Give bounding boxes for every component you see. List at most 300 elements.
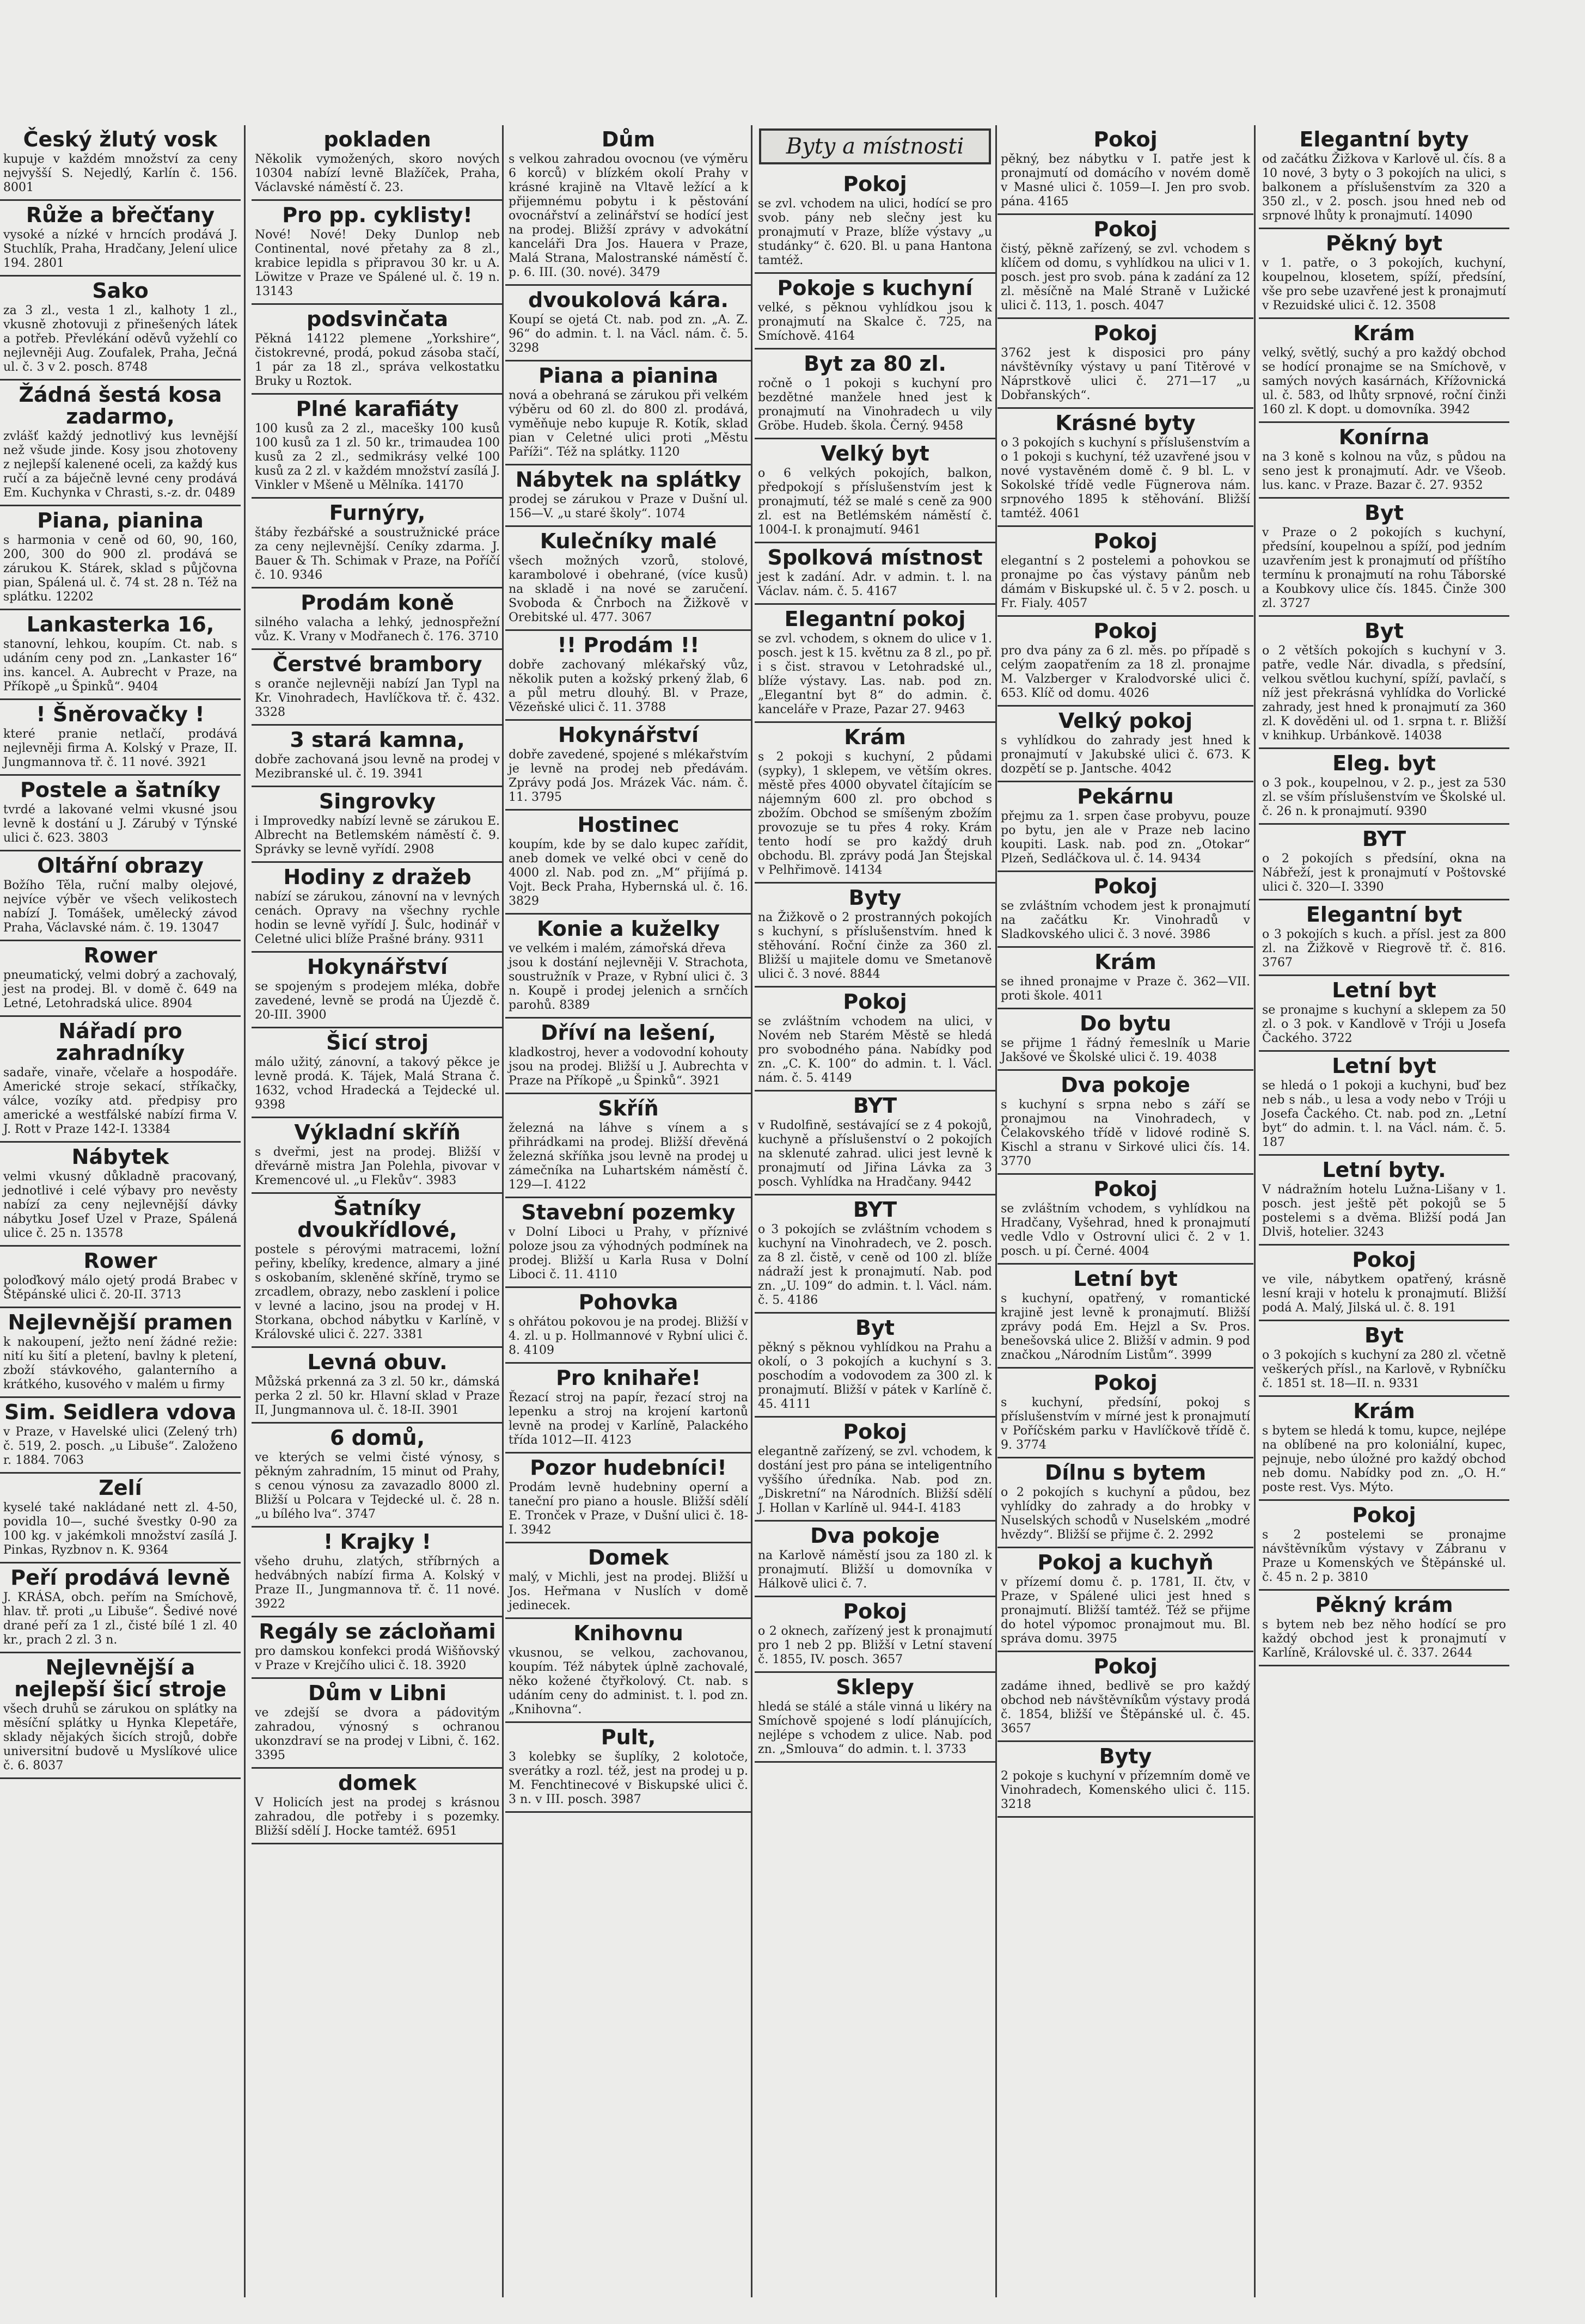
- classified-ad: [505, 721, 751, 811]
- classified-ad: [1259, 423, 1509, 499]
- classified-ad: [997, 1009, 1253, 1071]
- classified-ad: [505, 1198, 751, 1288]
- ad-body: koupím, kde by se dalo kupec zařídit, aneb domek ve velké obci v ceně do 4000 zl. Nab. pod zn. „M“ přijímá p. Vojt. Beck Praha, Hybernská ul. č. 16. 3829: [509, 838, 748, 908]
- classified-ad: [0, 125, 241, 201]
- ad-body: přejmu za 1. srpen čase probyvu, pouze po bytu, jen ale v Praze neb lacino koupiti. Lask. nab. pod zn. „Otokar“ Plzeň, Sedláčkova ul. č. 14. 9434: [1001, 810, 1250, 866]
- ad-headline: Byty: [848, 886, 902, 910]
- classified-ad: [505, 915, 751, 1019]
- ad-body: ve zdejší se dvora a pádovitým zahradou, výnosný s ochranou ukonzdraví se na prodej v Libni, č. 162. 3395: [255, 1706, 500, 1762]
- classified-ad: [997, 707, 1253, 782]
- classified-ad: [1259, 825, 1509, 900]
- classified-ad: [997, 1071, 1253, 1175]
- classified-ad: [252, 1194, 503, 1348]
- ad-headline: Dva pokoje: [810, 1524, 940, 1548]
- ad-headline: Nábytek: [71, 1145, 169, 1169]
- ad-body: se zvláštním vchodem, s vyhlídkou na Hradčany, Vyšehrad, hned k pronajmutí vedle Vdlo v Ostrovní ulici č. 2 v 1. posch. u pí. Černé. 4004: [1001, 1202, 1250, 1258]
- ad-headline: Pokoj: [843, 990, 907, 1014]
- ad-headline: Pokoj: [1093, 127, 1158, 151]
- ad-headline: Žádná šestá kosa zadarmo,: [19, 383, 222, 428]
- classified-ad: [505, 1364, 751, 1454]
- ad-headline: Pokoj: [843, 1599, 907, 1623]
- ad-body: všech druhů se zárukou on splátky na měsíční splátky u Hynka Klepetáře, sklady nějakých šicích strojů, dobře universitní budově u Myslíkové ulice č. 6. 8037: [3, 1702, 237, 1773]
- classified-ad: [997, 409, 1253, 527]
- ad-body: Řezací stroj na papír, řezací stroj na lepenku a stroj na krojení kartonů levně na prodej v Karlíně, Palackého třída 1012—II. 4123: [509, 1391, 748, 1447]
- ad-body: velmi vkusný důkladně pracovaný, jednotlivé i celé výbavy pro nevěsty nabízí za ceny nejlevnější dávky nábytku Josef Uzel v Praze, Spálená ulice č. 25 n. 13578: [3, 1170, 237, 1240]
- classified-ad: [997, 782, 1253, 872]
- ad-body: nabízí se zárukou, zánovní na v levných cenách. Opravy na všechny rychle hodin se levně vyřídí J. Šulc, hodinář v Celetné ulici blíže Prašné brány. 9311: [255, 890, 500, 946]
- classified-ad: [1259, 229, 1509, 319]
- ad-headline: Pokoj: [1093, 529, 1158, 553]
- ad-body: malý, v Michli, jest na prodej. Bližší u Jos. Heřmana v Nuslích v domě jedinecek.: [509, 1571, 748, 1612]
- ad-body: o 2 pokojích s kuchyní a půdou, bez vyhlídky do zahrady a do hrobky v Nuselských schodů v Nuselském „modré hvězdy“. Bližší se přijme č. 2. 2992: [1001, 1486, 1250, 1542]
- classified-ad: [997, 617, 1253, 707]
- ad-headline: ! Šněrovačky !: [36, 702, 205, 726]
- ad-headline: Pro knihaře!: [556, 1366, 701, 1390]
- ad-headline: Nábytek na splátky: [515, 468, 742, 492]
- classified-ad: [1259, 617, 1509, 749]
- classified-ad: [755, 274, 995, 349]
- ad-headline: Byt: [855, 1316, 895, 1340]
- ad-headline: Šatníky dvoukřídlové,: [297, 1196, 457, 1242]
- ad-body: s oranče nejlevněji nabízí Jan Typl na Kr. Vinohradech, Havlíčkova tř. č. 432. 3328: [255, 677, 500, 719]
- classified-ad: [997, 1369, 1253, 1458]
- ad-body: o 3 pokojích s kuchyní s příslušenstvím a o 1 pokoji s kuchyní, též uzavřené jsou v nové vystavěném domě č. 9 bl. L. v Sokolské třídě vedle Fügnerova nám. srpnového 1895 k stěhování. Bližší tamtéž. 4061: [1001, 436, 1250, 520]
- classified-ad: [755, 1195, 995, 1314]
- ad-headline: Byt: [1364, 1323, 1404, 1347]
- classified-ad: [755, 1092, 995, 1195]
- ad-body: kladkostroj, hever a vodovodní kohouty jsou na prodej. Bližší u J. Aubrechta v Praze na Příkopě „u Špinků“. 3921: [509, 1046, 748, 1088]
- ad-body: s kuchyní s srpna nebo s září se pronajmou na Vinohradech, v Čelakovského třídě v lidové rodině S. Kischl a stranu v Sirkové ulici čís. 14. 3770: [1001, 1098, 1250, 1168]
- ad-headline: Prodám koně: [301, 591, 454, 615]
- ad-headline: Dříví na lešení,: [541, 1021, 716, 1045]
- classified-ad: [505, 465, 751, 527]
- ad-body: v přízemí domu č. p. 1781, II. čtv, v Praze, v Spálené ulici jest hned s pronajmutí. Bližší tamtéž. Též se přijme do hotel výpomoc pronajmout mu. Bl. správa domu. 3975: [1001, 1575, 1250, 1646]
- ad-body: o 3 pokojích s kuchyní za 280 zl. včetně veškerých přísl., na Karlově, v Rybníčku č. 1851 st. 18—II. n. 9331: [1262, 1348, 1506, 1390]
- ad-body: vysoké a nízké v hrncích prodává J. Stuchlík, Praha, Hradčany, Jelení ulice 194. 2801: [3, 228, 237, 270]
- ad-body: o 3 pokojích s kuch. a přísl. jest za 800 zl. na Žižkově v Riegrově tř. č. 816. 3767: [1262, 928, 1506, 970]
- column-4: [755, 125, 995, 2297]
- ad-body: 100 kusů za 2 zl., macešky 100 kusů 100 kusů za 1 zl. 50 kr., trimaudea 100 kusů za 2 zl., sedmikrásy velké 100 kusů za 2 zl. v každém množství zasílá J. Vinkler v Mšeně u Mělníka. 14170: [255, 422, 500, 492]
- classified-ad: [997, 215, 1253, 319]
- ad-headline: Šicí stroj: [326, 1031, 429, 1054]
- classified-ad: [1259, 900, 1509, 976]
- ad-body: které pranie netlačí, prodává nejlevněji firma A. Kolský v Praze, II. Jungmannova tř. č. 11 nové. 3921: [3, 727, 237, 769]
- classified-ad: [1259, 976, 1509, 1052]
- ad-headline: Piana a pianina: [538, 364, 718, 388]
- ad-headline: Pult,: [601, 1725, 656, 1749]
- classified-ad: [505, 1543, 751, 1619]
- column-rule: [1254, 125, 1256, 2297]
- ad-headline: Nářadí pro zahradníky: [56, 1019, 185, 1065]
- classified-ad: [1259, 125, 1509, 229]
- classified-ad: [252, 201, 503, 305]
- section-banner: Byty a místnosti: [759, 128, 991, 164]
- ad-headline: Pokoj: [843, 1420, 907, 1444]
- ad-headline: Regály se zácloňami: [259, 1620, 496, 1644]
- classified-ad: [252, 1118, 503, 1194]
- ad-body: V Holicích jest na prodej s krásnou zahradou, dle potřeby i s pozemky. Bližší sdělí J. Hocke tamtéž. 6951: [255, 1796, 500, 1838]
- ad-body: pneumatický, velmi dobrý a zachovalý, jest na prodej. Bl. v domě č. 649 na Letné, Letohradská ulice. 8904: [3, 968, 237, 1010]
- ad-headline: ! Krajky !: [323, 1530, 431, 1554]
- ad-headline: Hostinec: [577, 813, 680, 837]
- classified-ad: [0, 381, 241, 506]
- classified-ad: [755, 723, 995, 884]
- ad-headline: Pokoj: [1093, 321, 1158, 345]
- ad-body: V nádražním hotelu Lužna-Lišany v 1. posch. jest ještě pět pokojů se 5 postelemi s a dvěma. Bližší podá Jan Dlviš, hotelier. 3243: [1262, 1183, 1506, 1239]
- ad-headline: Pohovka: [578, 1290, 678, 1314]
- classified-ad: [1259, 1246, 1509, 1321]
- ad-headline: Hokynářství: [307, 955, 448, 979]
- classified-ad: [1259, 499, 1509, 617]
- ad-body: jest k zadání. Adr. v admin. t. l. na Václav. nám. č. 5. 4167: [758, 571, 992, 598]
- ad-body: se přijme 1 řádný řemeslník u Marie Jakšové ve Školské ulici č. 19. 4038: [1001, 1037, 1250, 1064]
- ad-body: 3762 jest k disposici pro pány návštěvníky výstavy u paní Titěrové v Náprstkově ulici č. 271—17 „u Dobřanských“.: [1001, 346, 1250, 402]
- ad-body: postele s pérovými matracemi, ložní peřiny, kbelíky, kredence, almary a jiné s oskobaním, skleněné skříně, trymo se zrcadlem, obrazy, nebo zasklení i police v levné a lacino, jsou na prodej v H. Storkana, obchod nábytku v Karlíně, v Královské ulici č. 227. 3381: [255, 1243, 500, 1341]
- ad-headline: Výkladní skříň: [294, 1120, 461, 1144]
- ad-body: na 3 koně s kolnou na vůz, s půdou na seno jest k pronajmutí. Adr. ve Všeob. lus. kanc. v Praze. Bazar č. 27. 9352: [1262, 450, 1506, 492]
- classified-ad: [252, 499, 503, 588]
- ad-headline: Rower: [83, 943, 157, 967]
- classified-ad: [252, 787, 503, 863]
- ad-headline: Pokoj: [843, 172, 907, 196]
- classified-ad: [755, 884, 995, 988]
- ad-body: se pronajme s kuchyní a sklepem za 50 zl. o 3 pok. v Kandlově v Tróji u Josefa Čackého. 3722: [1262, 1003, 1506, 1045]
- ad-headline: Do bytu: [1079, 1011, 1172, 1035]
- classified-ad: [1259, 749, 1509, 825]
- classified-ad: [505, 361, 751, 465]
- classified-ad: [755, 1418, 995, 1522]
- classified-ad: [997, 319, 1253, 409]
- ad-body: hledá se stálé a stále vinná u likéry na Smíchově spojené s lodí plánujících, nejlépe s vchodem z ulice. Nab. pod zn. „Smlouva“ do admin. t. l. 3733: [758, 1700, 992, 1756]
- ad-headline: Byt: [1364, 619, 1404, 643]
- ad-headline: podsvinčata: [307, 307, 448, 331]
- ad-body: s velkou zahradou ovocnou (ve výměru 6 korců) v blízkém okolí Prahy v krásné krajině na Vltavě ležící a k přijemnému pobytu i k pěstování ovocnářství a zelinářství se hodící jest na prodej. Bližší zprávy v advokátní kanceláři Dra Jos. Hauera v Praze, Malá Strana, Malostranské náměstí č. p. 6. III. (30. nové). 3479: [509, 152, 748, 279]
- ad-headline: 6 domů,: [329, 1426, 425, 1450]
- ad-headline: Domek: [588, 1546, 669, 1569]
- classified-ad: [1259, 1052, 1509, 1156]
- classified-ad: [252, 1769, 503, 1844]
- ad-headline: Pěkný byt: [1325, 231, 1443, 255]
- ad-headline: Byty: [1099, 1744, 1152, 1768]
- ad-headline: Velký pokoj: [1058, 709, 1193, 733]
- ad-headline: Dům: [601, 127, 656, 151]
- classified-ad: [755, 1314, 995, 1418]
- ad-headline: BYT: [1362, 827, 1406, 851]
- ad-body: v 1. patře, o 3 pokojích, kuchyní, koupelnou, klosetem, spíží, předsíní, vše pro sebe uzavřené jest k pronajmutí v Rezuidské ulici č. 12. 3508: [1262, 256, 1506, 312]
- classified-ad: [755, 170, 995, 274]
- ad-headline: Pokoj: [1093, 1371, 1158, 1395]
- classified-ad: [0, 1398, 241, 1474]
- ad-headline: Sako: [92, 279, 149, 303]
- classified-ad: [505, 527, 751, 631]
- ad-headline: Oltářní obrazy: [37, 854, 204, 878]
- classified-ad: [0, 610, 241, 700]
- ad-body: železná na láhve s vínem a s přihrádkami na prodej. Bližší dřevěná železná skříňka jsou levně na prodej u zámečníka na Luhartském náměstí č. 129—I. 4122: [509, 1121, 748, 1192]
- ad-headline: !! Prodám !!: [557, 633, 700, 657]
- classified-ad: [997, 1175, 1253, 1265]
- ad-headline: Sklepy: [836, 1675, 914, 1699]
- ad-headline: Pokoje s kuchyní: [777, 276, 973, 300]
- ad-body: dobře zavedené, spojené s mlékařstvím je levně na prodej neb předávám. Zprávy podá Jos. Mrázek Vác. nám. č. 11. 3795: [509, 748, 748, 804]
- ad-body: o 2 oknech, zařízený jest k pronajmutí pro 1 neb 2 pp. Bližší v Letní stavení č. 1855, IV. posch. 3657: [758, 1624, 992, 1666]
- ad-body: vkusnou, se velkou, zachovanou, koupím. Též nábytek úplně zachovalé, něko kožené čtyřkolový. Ct. nab. s udáním ceny do administ. t. l. pod zn. „Knihovna“.: [509, 1646, 748, 1716]
- classified-ad: [997, 948, 1253, 1009]
- ad-body: o 2 pokojích s předsíní, okna na Nábřeží, jest k pronajmutí v Poštovské ulici č. 320—I. 3390: [1262, 852, 1506, 894]
- ad-body: s 2 postelemi se pronajme návštěvníkům výstavy v Zábranu v Praze u Komenských ve Štěpánské ul. č. 45 n. 2 p. 3810: [1262, 1528, 1506, 1584]
- ad-body: silného valacha a lehký, jednospřežní vůz. K. Vrany v Modřanech č. 176. 3710: [255, 616, 500, 643]
- ad-headline: Pokoj: [1352, 1248, 1416, 1272]
- classified-ad: [505, 1454, 751, 1543]
- classified-ad: [0, 1143, 241, 1247]
- ad-headline: Dva pokoje: [1061, 1073, 1190, 1097]
- column-6: [1259, 125, 1509, 2297]
- column-1: [0, 125, 241, 2297]
- classified-ad: [252, 125, 503, 201]
- ad-headline: Konie a kuželky: [536, 917, 720, 941]
- ad-headline: Pokoj: [1352, 1503, 1416, 1527]
- column-3: [505, 125, 751, 2297]
- ad-headline: domek: [338, 1771, 417, 1795]
- ad-body: J. KRÁSA, obch. peřím na Smíchově, hlav. tř. proti „u Libuše“. Šedivé nové drané peří za 1 zl., čisté bílé 1 zl. 40 kr., prach 2 zl. 3 n.: [3, 1591, 237, 1647]
- classified-ad: [1259, 1591, 1509, 1666]
- ad-headline: Knihovnu: [573, 1621, 683, 1645]
- ad-headline: pokladen: [323, 127, 431, 151]
- ad-headline: BYT: [853, 1094, 897, 1118]
- classified-ad: [252, 1028, 503, 1118]
- ad-body: všech možných vzorů, stolové, karambolové i obehrané, (více kusů) na skladě i na nové se zaručení. Svoboda & Čnrboch na Žižkově v Orebitské ul. 477. 3067: [509, 554, 748, 624]
- ad-body: s dveřmi, jest na prodej. Bližší v dřevárně mistra Jan Polehla, pivovar v Kremencové ul. „u Flekův“. 3983: [255, 1145, 500, 1187]
- ad-body: o 3 pok., koupelnou, v 2. p., jest za 530 zl. se vším příslušenstvím ve Školské ul. č. 26 n. k pronajmutí. 9390: [1262, 776, 1506, 818]
- ad-body: na Žižkově o 2 prostranných pokojích s kuchyní, s příslušenstvím. hned k stěhování. Roční činže za 360 zl. Bližší u majitele domu ve Smetanově ulici č. 3 nové. 8844: [758, 911, 992, 981]
- ad-body: k nakoupení, ježto není žádné režie: nití ku šití a pletení, bavlny k pletení, zboží stávkového, galanterního a krátkého, kusového v malém u firmy: [3, 1335, 237, 1391]
- ad-body: tvrdé a lakované velmi vkusné jsou levně k dostání u J. Zárubý v Týnské ulici č. 623. 3803: [3, 803, 237, 845]
- ad-body: s vyhlídkou do zahrady jest hned k pronajmutí v Jakubské ulici č. 673. K dozpětí se p. Jantsche. 4042: [1001, 734, 1250, 776]
- classified-ad: [1259, 1397, 1509, 1501]
- ad-body: pěkný s pěknou vyhlídkou na Prahu a okolí, o 3 pokojích a kuchyní s 3. poschodím a vodovodem za 300 zl. k pronajmutí. Bližší v pátek v Karlíně č. 45. 4111: [758, 1341, 992, 1411]
- classified-ad: [505, 1619, 751, 1723]
- classified-ad: [252, 726, 503, 787]
- ad-body: Koupí se ojetá Ct. nab. pod zn. „A. Z. 96“ do admin. t. l. na Václ. nám. č. 5. 3298: [509, 313, 748, 355]
- ad-headline: Skříň: [598, 1096, 659, 1120]
- ad-body: s bytem neb bez něho hodící se pro každý obchod jest k pronajmutí v Karlíně, Královské ul. č. 337. 2644: [1262, 1618, 1506, 1660]
- ad-body: Nové! Nové! Deky Dunlop neb Continental, nové přetahy za 8 zl., krabice lepidla s připravou 30 kr. u A. Löwitze v Praze ve Spálené ul. č. 19 n. 13143: [255, 228, 500, 298]
- classified-ad: [505, 1094, 751, 1198]
- ad-headline: Růže a břečťany: [26, 203, 215, 227]
- ad-body: se zvláštním vchodem na ulici, v Novém neb Starém Městě se hledá pro svobodného pána. Nabídky pod zn. „C. K. 100“ do admin. t. l. Václ. nám. č. 5. 4149: [758, 1015, 992, 1085]
- ad-headline: 3 stará kamna,: [290, 728, 465, 752]
- ad-headline: Pro pp. cyklisty!: [282, 203, 473, 227]
- ad-body: velké, s pěknou vyhlídkou jsou k pronajmutí na Skalce č. 725, na Smíchově. 4164: [758, 301, 992, 343]
- ad-headline: Pokoj: [1093, 619, 1158, 643]
- ad-headline: Dílnu s bytem: [1044, 1461, 1207, 1485]
- ad-body: pěkný, bez nábytku v I. patře jest k pronajmutí od domácího v novém domě v Masné ulici č. 1059—I. Jen pro svob. pána. 4165: [1001, 152, 1250, 209]
- column-rule: [995, 125, 997, 2297]
- classified-ad: [755, 439, 995, 543]
- ad-body: zadáme ihned, bedlivě se pro každý obchod neb návštěvníkům výstavy prodá č. 1854, bližší ve Štěpánské ul. č. 45. 3657: [1001, 1679, 1250, 1736]
- classified-ad: [505, 1019, 751, 1094]
- ad-headline: Sim. Seidlera vdova: [4, 1400, 236, 1424]
- ad-headline: Pokoj: [1093, 1177, 1158, 1201]
- ad-headline: Stavební pozemky: [521, 1200, 736, 1224]
- ad-body: kyselé také nakládané nett zl. 4-50, povidla 10—, suché švestky 0-90 za 100 kg. v jakémkoli množství zasílá J. Pinkas, Ryzbnov n. K. 9364: [3, 1501, 237, 1557]
- classified-ad: [1259, 1321, 1509, 1397]
- classified-ad: [755, 988, 995, 1092]
- ad-body: o 2 větších pokojích s kuchyní v 3. patře, vedle Nár. divadla, s předsíní, velkou světlou kuchyní, spíží, pavlačí, s níž jest překrásná vyhlídka do Vorlické zahrady, jest hned k pronajmutí za 360 zl. K dověděni ul. od 1. srpna t. r. Bližší v knihkup. Urbánkově. 14038: [1262, 644, 1506, 743]
- ad-body: velký, světlý, suchý a pro každý obchod se hodící pronajme se na Smíchově, v samých nových kasárnách, Křížovnická ul. č. 583, od lhůty srpnové, roční činži 160 zl. K dopt. u domovníka. 3942: [1262, 346, 1506, 416]
- ad-body: elegantně zařízený, se zvl. vchodem, k dostání jest pro pána se inteligentního vyššího úředníka. Nab. pod zn. „Diskretní“ na Národních. Bližší sdělí J. Hollan v Karlíně ul. 944-I. 4183: [758, 1445, 992, 1515]
- classified-ad: [0, 941, 241, 1017]
- ad-body: málo užitý, zánovní, a takový pěkce je levně prodá. K. Tájek, Malá Strana č. 1632, vchod Hradecká a Tejdecké ul. 9398: [255, 1056, 500, 1112]
- ad-headline: Postele a šatníky: [20, 778, 221, 802]
- classified-ad: [0, 1653, 241, 1779]
- ad-body: ve velkém i malém, zámořská dřeva: [509, 942, 726, 955]
- classified-ad: [0, 1474, 241, 1563]
- classified-ad: [997, 1458, 1253, 1548]
- ad-body: za 3 zl., vesta 1 zl., kalhoty 1 zl., vkusně zhotovuji z přinešených látek a potřeb. Převlékání oděvů vyžehlí co nejlevněji Aug. Zoufalek, Praha, Ječná ul. č. 3 v 2. posch. 8748: [3, 304, 237, 374]
- ad-headline: Pozor hudebníci!: [530, 1456, 727, 1480]
- classified-ad: [0, 277, 241, 381]
- ad-body: poloďkový málo ojetý prodá Brabec v Štěpánské ulici č. 20-II. 3713: [3, 1274, 237, 1302]
- classified-ad: [252, 1348, 503, 1424]
- ad-body: s 2 pokoji s kuchyní, 2 půdami (sypky), 1 sklepem, ve větším okres. městě přes 4000 obyvatel čítajícím se nájemným 600 zl. pro obchod s zbožím. Obchod se smíšeným zbožím provozuje se tu přes 4 roky. Krám tento hodí se pro každý druh obchodu. Bl. zprávy podá Jan Štejskal v Pelhřimově. 14134: [758, 750, 992, 877]
- ad-headline: Eleg. byt: [1332, 751, 1436, 775]
- ad-body: se spojeným s prodejem mléka, dobře zavedené, levně se prodá na Újezdě č. 20-III. 3900: [255, 980, 500, 1022]
- ad-body: Božího Těla, ruční malby olejové, nejvíce výběr ve všech velikostech nabízí J. Tomášek, umělecký závod Praha, Václavské nám. č. 19. 13047: [3, 879, 237, 935]
- ad-body: na Karlově náměstí jsou za 180 zl. k pronajmutí. Bližší u domovníka v Hálkově ulici č. 7.: [758, 1549, 992, 1591]
- ad-body: Několik vymožených, skoro nových 10304 nabízí levně Blažíček, Praha, Václavské náměstí č. 23.: [255, 152, 500, 194]
- ad-headline: Letní byt: [1073, 1267, 1178, 1291]
- classified-ad: [997, 527, 1253, 617]
- ad-body: o 3 pokojích se zvláštním vchodem s kuchyní na Vinohradech, ve 2. posch. za 8 zl. čistě, v ceně od 100 zl. blíže nádraží jest k pronajmutí. Nab. pod zn. „U. 109“ do admin. t. l. Václ. nám. č. 5. 4186: [758, 1223, 992, 1307]
- ad-headline: Piana, pianina: [37, 508, 204, 532]
- ad-headline: Rower: [83, 1249, 157, 1273]
- classified-ad: [0, 1017, 241, 1143]
- ad-body: jsou k dostání nejlevněji V. Strachota, soustružník v Praze, v Rybní ulici č. 3 n. Koupě i prodej jelenich a srnčích parohů. 8389: [509, 956, 748, 1012]
- ad-headline: Elegantní byty: [1299, 127, 1469, 151]
- ad-headline: Pokoj: [1093, 874, 1158, 898]
- ad-body: v Praze o 2 pokojích s kuchyní, předsíní, koupelnou a spíží, pod jedním uzavřením jest k pronajmutí od příštího termínu k pronajmutí na rohu Táborské a Koubkovy ulice čís. 1845. Činže 300 zl. 3727: [1262, 526, 1506, 610]
- ad-body: zvlášť každý jednotlivý kus levnější než všude jinde. Kosy jsou zhotoveny z nejlepší kalenené oceli, za každý kus ručí a za báječně levné ceny prodává Em. Kuchynka v Chrasti, s.-z. dr. 0489: [3, 430, 237, 500]
- ad-headline: Kulečníky malé: [540, 529, 717, 553]
- ad-headline: Byt: [1364, 501, 1404, 525]
- classified-ad: [252, 395, 503, 499]
- ad-body: ve kterých se velmi čisté výnosy, s pěkným zahradním, 15 minut od Prahy, s cenou výnosu za zavazadlo 8000 zl. Bližší u Polcara v Tejdecké ul. č. 28 n. „u bílého lva“. 3747: [255, 1451, 500, 1521]
- classified-ad: [0, 506, 241, 610]
- classified-ad: [252, 953, 503, 1028]
- ad-body: se zvl. vchodem, s oknem do ulice v 1. posch. jest k 15. květnu za 8 zl., po př. i s čist. stravou v Letohradské ul., blíže výstavy. Las. nab. pod zn. „Elegantní byt 8“ do admin. č. kanceláře v Praze, Pazar 27. 9463: [758, 632, 992, 716]
- classified-ad: [755, 349, 995, 439]
- ad-body: ve vile, nábytkem opatřený, krásně lesní kraji v hotelu k pronajmutí. Bližší podá A. Malý, Jilská ul. č. 8. 191: [1262, 1273, 1506, 1315]
- ad-headline: Byt za 80 zl.: [804, 352, 946, 376]
- ad-body: nová a obehraná se zárukou při velkém výběru od 60 zl. do 800 zl. prodává, vyměňuje nebo kupuje R. Kotík, sklad pian v Celetné ulici proti „Městu Paříži“. Též na splátky. 1120: [509, 389, 748, 459]
- classified-ad: [1259, 1156, 1509, 1246]
- column-rule: [244, 125, 246, 2297]
- classified-ad: [252, 1679, 503, 1769]
- ad-body: pro dva pány za 6 zl. měs. po případě s celým zaopatřením za 18 zl. pronajme M. Valzberger v Kralodvorské ulici č. 653. Klíč od domu. 4026: [1001, 644, 1250, 700]
- classified-ad: [252, 863, 503, 953]
- classified-ad: [505, 811, 751, 915]
- classified-ad: [505, 631, 751, 721]
- ad-body: elegantní s 2 postelemi a pohovkou se pronajme po čas výstavy pánům neb dámám v Biskupské ul. č. 5 v 2. posch. u Fr. Fialy. 4057: [1001, 554, 1250, 610]
- ad-body: s kuchyní, opatřený, v romantické krajině jest levně k pronajmutí. Bližší zprávy podá Em. Hejzl a Sv. Pros. benešovská ulice 2. Bližší v admin. 9 pod značkou „Národním Listům“. 3999: [1001, 1292, 1250, 1362]
- ad-headline: Pokoj a kuchyň: [1037, 1550, 1214, 1574]
- ad-body: se zvláštním vchodem jest k pronajmutí na začátku Kr. Vinohradů v Sladkovského ulici č. 3 nové. 3986: [1001, 899, 1250, 941]
- ad-body: s kuchyní, předsíní, pokoj s příslušenstvím v mírné jest k pronajmutí v Poříčském parku v Havlíčkově třídě č. 9. 3774: [1001, 1396, 1250, 1452]
- ad-headline: Singrovky: [319, 789, 436, 813]
- ad-body: i Improvedky nabízí levně se zárukou E. Albrecht na Betlemském náměstí č. 9. Správky se levně vyřídí. 2908: [255, 814, 500, 856]
- ad-headline: Zelí: [99, 1476, 142, 1500]
- ad-body: od začátku Žižkova v Karlově ul. čís. 8 a 10 nové, 3 byty o 3 pokojích na ulici, s balkonem a příslušenstvím za 320 a 350 zl., v 2. posch. jsou hned neb od srpnové lhůty k pronajmutí. 14090: [1262, 152, 1506, 223]
- ad-body: Pěkná 14122 plemene „Yorkshire“, čistokrevné, prodá, pokud zásoba stačí, 1 pár za 18 zl., správa velkostatku Bruky u Roztok.: [255, 332, 500, 388]
- ad-body: se hledá o 1 pokoji a kuchyni, buď bez neb s náb., u lesa a vody nebo v Tróji u Josefa Čackého. Ct. nab. pod zn. „Letní byt“ do admin. t. l. na Václ. nám. č. 5. 187: [1262, 1079, 1506, 1149]
- ad-headline: Čerstvé brambory: [272, 652, 482, 676]
- ad-headline: Nejlevnější pramen: [8, 1310, 233, 1334]
- ad-body: se zvl. vchodem na ulici, hodící se pro svob. pány neb slečny jest ku pronajmutí v Praze, blíže výstavy „u studánky“ č. 620. Bl. u pana Hantona tamtéž.: [758, 197, 992, 267]
- classified-ad: [505, 1723, 751, 1813]
- classified-ad: [1259, 1501, 1509, 1591]
- ad-headline: Konírna: [1338, 425, 1430, 449]
- ad-headline: Nejlevnější a nejlepší šicí stroje: [14, 1655, 227, 1701]
- ad-body: Prodám levně hudebniny operní a taneční pro piano a housle. Bližší sdělí E. Tronček v Praze, v Dušní ulici č. 18-I. 3942: [509, 1481, 748, 1537]
- ad-headline: Velký byt: [821, 442, 929, 465]
- ad-body: v Praze, v Havelské ulici (Zelený trh) č. 519, 2. posch. „u Libuše“. Založeno r. 1884. 7063: [3, 1425, 237, 1467]
- column-5: [997, 125, 1253, 2297]
- classified-ad: [505, 125, 751, 286]
- ad-headline: Lankasterka 16,: [26, 612, 215, 636]
- classified-ad: [997, 1742, 1253, 1818]
- classified-ad: [0, 851, 241, 941]
- ad-headline: Pokoj: [1093, 217, 1158, 241]
- classified-ad: [252, 650, 503, 726]
- ad-headline: Letní byty.: [1322, 1158, 1446, 1182]
- ad-headline: Peří prodává levně: [10, 1566, 230, 1590]
- classified-ad: [1259, 319, 1509, 423]
- ad-headline: Hokynářství: [558, 723, 699, 747]
- ad-headline: Elegantní byt: [1306, 903, 1462, 927]
- classified-ad: [0, 776, 241, 851]
- ad-body: Můžská prkenná za 3 zl. 50 kr., dámská perka 2 zl. 50 kr. Hlavní sklad v Praze II, Jungmannova ul. č. 18-II. 3901: [255, 1375, 500, 1417]
- classified-ad: [997, 125, 1253, 215]
- ad-headline: Spolková místnost: [767, 545, 983, 569]
- ad-body: v Dolní Liboci u Prahy, v příznivé poloze jsou za výhodných podmínek na prodej. Bližší u Karla Rusa v Dolní Liboci č. 11. 4110: [509, 1225, 748, 1281]
- ad-body: všeho druhu, zlatých, stříbrných a hedvábných nabízí firma A. Kolský v Praze II., Jungmannova tř. č. 11 nové. 3922: [255, 1555, 500, 1611]
- classified-ad: [0, 201, 241, 277]
- classified-ad: [252, 1528, 503, 1617]
- ad-headline: Pekárnu: [1077, 784, 1174, 808]
- ad-headline: Letní byt: [1332, 1054, 1436, 1078]
- ad-headline: Krám: [1094, 950, 1156, 974]
- classified-ad: [755, 1522, 995, 1597]
- ad-headline: Krám: [844, 725, 906, 749]
- classified-ad: [252, 1617, 503, 1679]
- ad-body: štáby řezbářské a soustružnické práce za ceny nejlevnější. Ceníky zdarma. J. Bauer & Th. Schimak v Praze, na Poříčí č. 10. 9346: [255, 526, 500, 582]
- ad-body: s bytem se hledá k tomu, kupce, nejlépe na oblíbené na pro koloniální, kupec, pejnuje, nebo úložné pro každý obchod neb domu. Nabídky pod zn. „O. H.“ poste rest. Vys. Mýto.: [1262, 1424, 1506, 1494]
- column-2: [252, 125, 503, 2297]
- ad-body: v Rudolfině, sestávající se z 4 pokojů, kuchyně a příslušenství o 2 pokojích na sklenuté zahrad. ulici jest levně k pronajmutí od Jiřina Lávka za 3 posch. Vyhlídka na Hradčany. 9442: [758, 1119, 992, 1189]
- ad-headline: Dům v Libni: [308, 1681, 446, 1705]
- ad-body: stanovní, lehkou, koupím. Ct. nab. s udáním ceny pod zn. „Lankaster 16“ ins. kancel. A. Aubrecht v Praze, na Příkopě „u Špinků“. 9404: [3, 637, 237, 694]
- classified-ad: [252, 588, 503, 650]
- ad-headline: Levná obuv.: [307, 1350, 448, 1374]
- classified-ad: [755, 1597, 995, 1673]
- ad-headline: Plné karafiáty: [296, 397, 459, 421]
- classified-ad: [0, 1308, 241, 1398]
- classified-ad: [252, 305, 503, 395]
- ad-headline: Furnýry,: [329, 501, 426, 525]
- ad-headline: Hodiny z dražeb: [283, 865, 472, 889]
- classified-ad: [252, 1424, 503, 1528]
- ad-body: kupuje v každém množství za ceny nejvyšší S. Nejedlý, Karlín č. 156. 8001: [3, 152, 237, 194]
